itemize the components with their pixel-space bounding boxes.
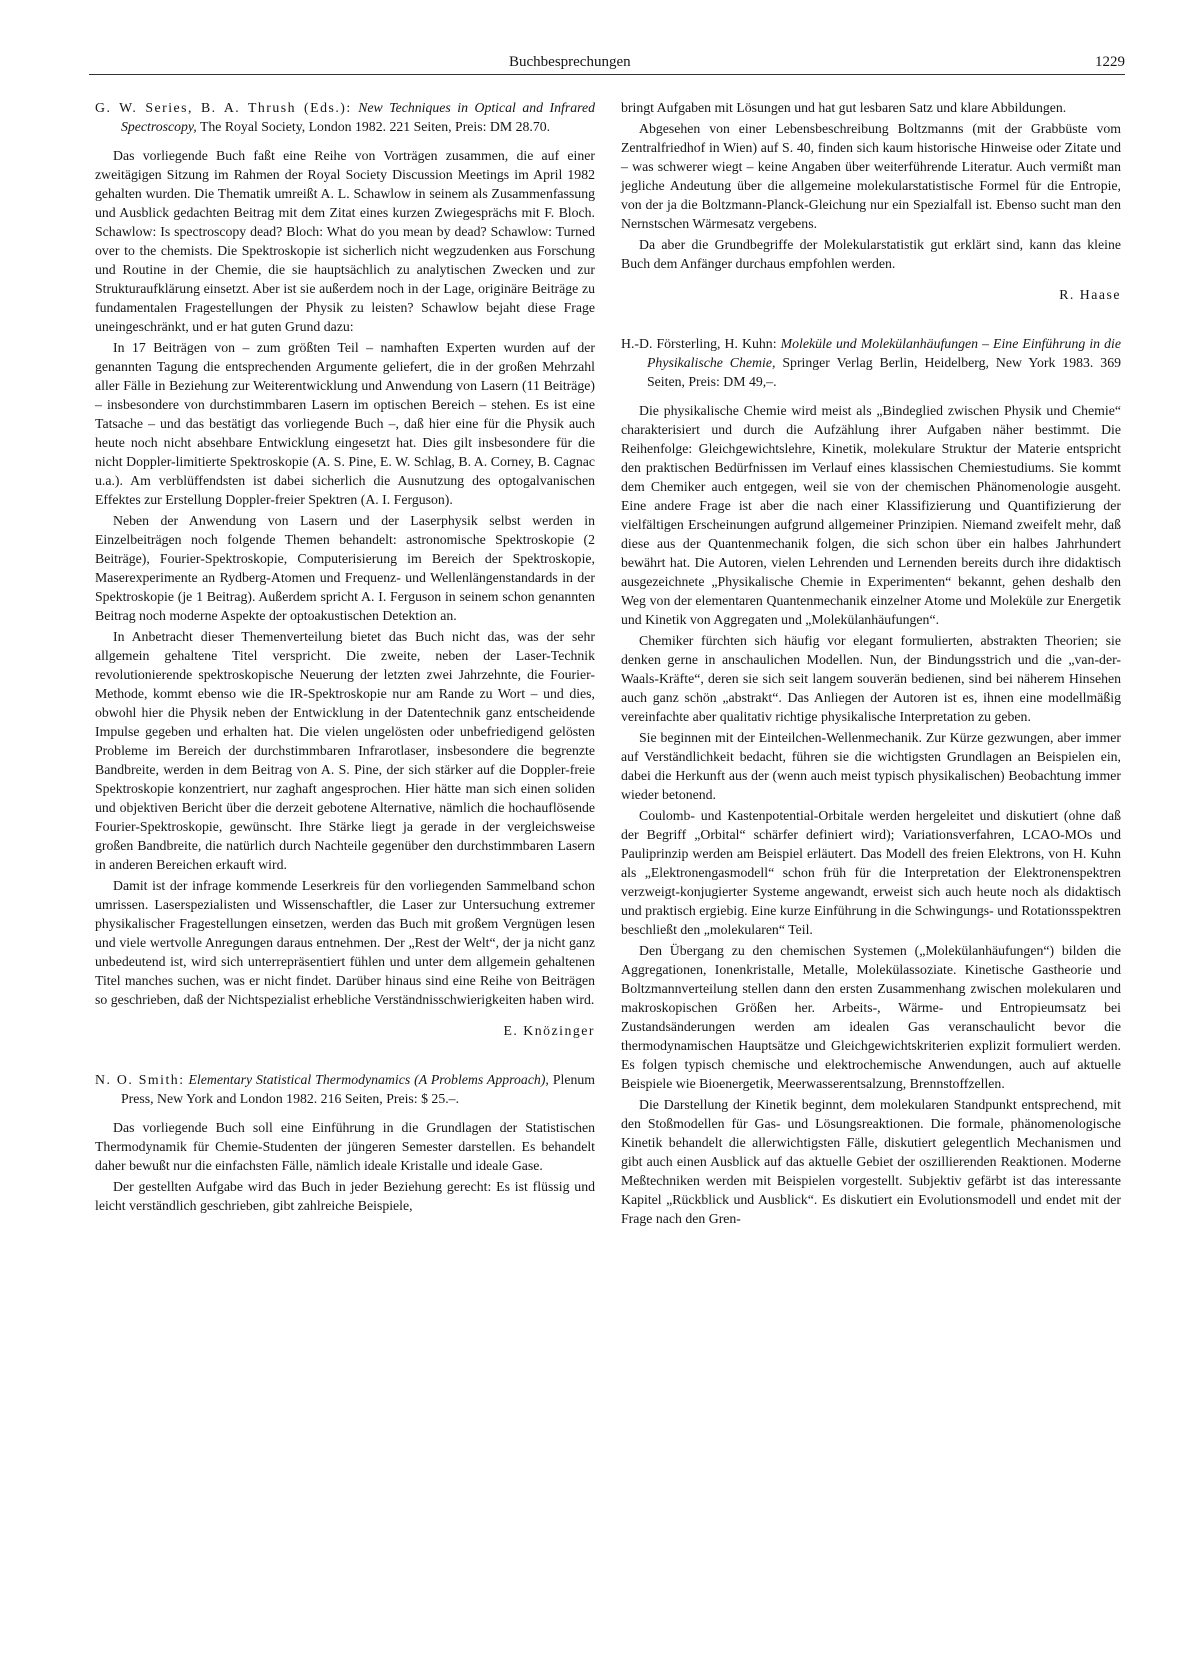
section-title: Buchbesprechungen [509, 54, 631, 70]
review-smith-continued [621, 98, 1121, 304]
book-details: The Royal Society, London 1982. 221 Seiten, Preis: DM 28.70. [199, 119, 551, 134]
book-title: New Techniques in Optical and Infrared Spectroscopy, [121, 100, 595, 134]
header-rule [89, 74, 1125, 75]
right-column [621, 98, 1121, 1258]
reviewer-signature: R. Haase [1059, 287, 1121, 302]
review-paragraph: In 17 Beiträgen von – zum größten Teil – namhaften Experten wurden auf der genannten Tagung die entsprechenden Argumente geliefert, die in der großen Mehrzahl aller Fälle in Beziehung zur Weiterentwicklung und Anwendung von Lasern (11 Beiträge) – insbesondere von durchstimmbaren Lasern im optischen Bereich – stehen. Es ist eine Tatsache – und das bestätigt das vorliegende Buch –, daß hier eine für die Physik auch heute noch nicht absehbare Entwicklung eingesetzt hat. Dies gilt insbesondere für die nicht Doppler-limitierte Spektroskopie (A. S. Pine, E. W. Schlag, B. A. Corney, B. Cagnac u.a.). Am verblüffendsten ist dabei sicherlich die Ausnutzung des optogalvanischen Effektes zur Erstellung Doppler-freier Spektren (A. I. Ferguson). [95, 340, 595, 507]
review-paragraph: Neben der Anwendung von Lasern und der Laserphysik selbst werden in Einzelbeiträgen noch folgende Themen behandelt: astronomische Spektroskopie (2 Beiträge), Fourier-Spektroskopie, Computerisierung im Bereich der Spektroskopie, Maserexperimente an Rydberg-Atomen und Frequenz- und Wellenlängenstandards in der Spektroskopie (je 1 Beitrag). Außerdem spricht A. I. Ferguson in seinem schon genannten Beitrag noch moderne Aspekte der optoakustischen Detektion an. [95, 513, 595, 623]
book-details: Plenum Press, New York and London 1982. 216 Seiten, Preis: $ 25.–. [121, 1072, 596, 1106]
review-paragraph: Damit ist der infrage kommende Leserkreis für den vorliegenden Sammelband schon umrissen. Laserspezialisten und Wissenschaftler, die Laser zur Untersuchung extremer physikalischer Fragestellungen einsetzen, werden das Buch mit großem Vergnügen lesen und viele wertvolle Anregungen daraus entnehmen. Der „Rest der Welt“, der ja nicht ganz unbedeutend ist, wird sich unterrepräsentiert fühlen und unter dem allgemein gehaltenen Titel manches suchen, was er nicht findet. Darüber hinaus sind eine Reihe von Beiträgen so geschrieben, daß der Nichtspezialist erhebliche Verständnisschwierigkeiten haben wird. [95, 878, 595, 1007]
book-title: Elementary Statistical Thermodynamics (A Problems Approach), [188, 1072, 549, 1087]
reviewer-signature: E. Knözinger [503, 1023, 595, 1038]
review-paragraph: Die Darstellung der Kinetik beginnt, dem molekularen Standpunkt entsprechend, mit den Stoßmodellen für Gas- und Lösungsreaktionen. Die formale, phänomenologische Kinetik behandelt die allerwichtigsten Fälle, diskutiert gelegentlich Mechanismen und gibt auch einen Ausblick auf das aktuelle Gebiet der oszillierenden Reaktionen. Moderne Meßtechniken werden mit Beispielen vorgestellt. Subjektiv gefärbt ist das interessante Kapitel „Rückblick und Ausblick“. Es diskutiert ein Evolutionsmodell und endet mit der Frage nach den Gren- [621, 1097, 1121, 1226]
running-header [89, 50, 1125, 76]
review-paragraph: Sie beginnen mit der Einteilchen-Wellenmechanik. Zur Kürze gezwungen, aber immer auf Verständlichkeit bedacht, führen sie die wichtigsten Grundlagen an Beispielen ein, dabei die Herkunft aus der (wenn auch meist typisch physikalischen) Beobachtung immer wieder betonend. [621, 730, 1121, 802]
review-authors: G. W. Series, B. A. Thrush (Eds.): [95, 100, 352, 115]
review-authors: H.-D. Försterling, H. Kuhn: [621, 336, 777, 351]
review-paragraph: bringt Aufgaben mit Lösungen und hat gut lesbaren Satz und klare Abbildungen. [621, 100, 1067, 115]
review-paragraph: Das vorliegende Buch soll eine Einführung in die Grundlagen der Statistischen Thermodynamik für Chemie-Studenten der jüngeren Semester darstellen. Es behandelt daher bewußt nur die einfachsten Fälle, nämlich ideale Kristalle und ideale Gase. [95, 1120, 595, 1173]
review-authors: N. O. Smith: [95, 1072, 185, 1087]
review-paragraph: In Anbetracht dieser Themenverteilung bietet das Buch nicht das, was der sehr allgemein gehaltene Titel verspricht. Die zweite, neben der Laser-Technik revolutionierende spektroskopische Neuerung der letzten zwei Jahrzehnte, die Fourier-Methode, kommt ebenso wie die IR-Spektroskopie nur am Rande zu Wort – und dies, obwohl hier die Physik neben der Entwicklung in der Datentechnik ganz entscheidende Impulse gegeben und erhalten hat. Die vielen ungelösten oder unbefriedigend gelösten Probleme im Bereich der durchstimmbaren Infrarotlaser, insbesondere die begrenzte Bandbreite, werden in dem Beitrag von A. S. Pine, der sich stärker auf die Doppler-freie Spektroskopie konzentriert, nur zaghaft angesprochen. Hier hätte man sich einen soliden und objektiven Bericht über die derzeit gebotene Alternative, nämlich die hochauflösende Fourier-Spektroskopie, gewünscht. Ihre Stärke liegt ja gerade in der vergleichsweise großen Bandbreite, die natürlich durch Nachteile gegenüber den durchstimmbaren Lasern in anderen Bereichen erkauft wird. [95, 629, 595, 872]
review-paragraph: Den Übergang zu den chemischen Systemen („Molekülanhäufungen“) bilden die Aggregationen, Ionenkristalle, Metalle, Molekülassoziate. Kinetische Gastheorie und Boltzmannverteilung stellen dann den ersten Zusammenhang zwischen molekularen und makroskopischen Größen her. Arbeits-, Wärme- und Entropieumsatz bei Zustandsänderungen werden am idealen Gas veranschaulicht bevor die thermodynamischen Hauptsätze und Gleichgewichtskriterien explizit formuliert werden. Es folgen typisch chemische und elektrochemische Anwendungen, auch auf aktuelle Beispiele wie Bioenergetik, Meerwasserentsalzung, Brennstoffzellen. [621, 943, 1121, 1091]
review-series-thrush [95, 98, 595, 1040]
review-foersterling-kuhn [621, 334, 1121, 1228]
review-paragraph: Coulomb- und Kastenpotential-Orbitale werden hergeleitet und diskutiert (ohne daß der Begriff „Orbital“ schärfer definiert wird); Variationsverfahren, LCAO-MOs und Pauliprinzip werden am Beispiel erläutert. Das Modell des freien Elektrons, von H. Kuhn als „Elektronengasmodell“ schon früh für die Interpretation der Elektronenspektren verzweigt-konjugierter Systeme angewandt, erweist sich auch heute noch als didaktisch und praktisch ergiebig. Eine kurze Einführung in die Schwingungs- und Rotationsspektren beschließt den „molekularen“ Teil. [621, 808, 1121, 937]
review-smith [95, 1070, 595, 1215]
left-column [95, 98, 595, 1245]
book-details: Springer Verlag Berlin, Heidelberg, New York 1983. 369 Seiten, Preis: DM 49,–. [647, 355, 1122, 389]
review-heading [95, 1070, 595, 1108]
review-paragraph: Da aber die Grundbegriffe der Molekularstatistik gut erklärt sind, kann das kleine Buch dem Anfänger durchaus empfohlen werden. [621, 237, 1121, 271]
review-paragraph: Chemiker fürchten sich häufig vor elegant formulierten, abstrakten Theorien; sie denken gerne in anschaulichen Modellen. Nun, der Bindungsstrich und die „van-der-Waals-Kräfte“, deren sie sich seit langem souverän bedienen, sind bei näherem Hinsehen auch ganz schön „abstrakt“. Das Anliegen der Autoren ist es, ihnen eine modellmäßig vereinfachte aber qualitativ richtige physikalische Interpretation zu geben. [621, 633, 1121, 724]
review-paragraph: Das vorliegende Buch faßt eine Reihe von Vorträgen zusammen, die auf einer zweitägigen Sitzung im Rahmen der Royal Society Discussion Meetings im April 1982 gehalten wurden. Die Thematik umreißt A. L. Schawlow in seinem als Zusammenfassung und Ausblick gedachten Beitrag mit dem Zitat eines kurzen Zwiegesprächs mit F. Bloch. Schawlow: Is spectroscopy dead? Bloch: What do you mean by dead? Schawlow: Turned over to the chemists. Die Spektroskopie ist sicherlich nicht wegzudenken aus Forschung und Routine in der Chemie, die sie hauptsächlich zu analytischen Zwecken und zur Strukturaufklärung einsetzt. Aber ist sie außerdem noch in der Lage, originäre Beiträge zu fundamentalen Fragestellungen der Physik zu leisten? Schawlow bejaht diese Frage uneingeschränkt, und er hat guten Grund dazu: [95, 148, 595, 334]
review-heading [621, 334, 1121, 391]
page-number: 1229 [1095, 54, 1125, 70]
review-paragraph: Der gestellten Aufgabe wird das Buch in jeder Beziehung gerecht: Es ist flüssig und leicht verständlich geschrieben, gibt zahlreiche Beispiele, [95, 1179, 595, 1213]
review-heading [95, 98, 595, 136]
review-paragraph: Die physikalische Chemie wird meist als „Bindeglied zwischen Physik und Chemie“ charakterisiert und durch die Aufzählung ihrer Aufgaben näher bestimmt. Die Reihenfolge: Gleichgewichtslehre, Kinetik, molekulare Struktur der Materie entspricht den praktischen Bedürfnissen im Verlauf eines klassischen Chemiestudiums. Sie kommt dem Chemiker auch entgegen, weil sie von der chemischen Phänomenologie ausgeht. Eine andere Frage ist aber die nach einer Klassifizierung und Quantifizierung der vielfältigen Erscheinungen aufgrund allgemeiner Prinzipien. Niemand zweifelt mehr, daß diese aus der Quantenmechanik folgen, die sich schon über ein halbes Jahrhundert bewährt hat. Die Autoren, vielen Lehrenden und Lernenden bereits durch ihre didaktisch ausgezeichnete „Physikalische Chemie in Experimenten“ bekannt, gehen deshalb den Weg von der elementaren Quantenmechanik einzelner Atome und Moleküle zur Energetik und Kinetik von Aggregaten und „Molekülanhäufungen“. [621, 403, 1121, 627]
book-title: Moleküle und Molekülanhäufungen – Eine Einführung in die Physikalische Chemie, [647, 336, 1121, 370]
review-paragraph: Abgesehen von einer Lebensbeschreibung Boltzmanns (mit der Grabbüste vom Zentralfriedhof in Wien) auf S. 40, finden sich kaum historische Hinweise oder Zitate und – was schwerer wiegt – keine Angaben über weiterführende Literatur. Auch vermißt man jegliche Andeutung über die allgemeine molekularstatistische Formel für die Entropie, von der ja die Boltzmann-Planck-Gleichung nur ein Spezialfall ist. Ebenso sucht man den Nernstschen Wärmesatz vergebens. [621, 121, 1121, 231]
